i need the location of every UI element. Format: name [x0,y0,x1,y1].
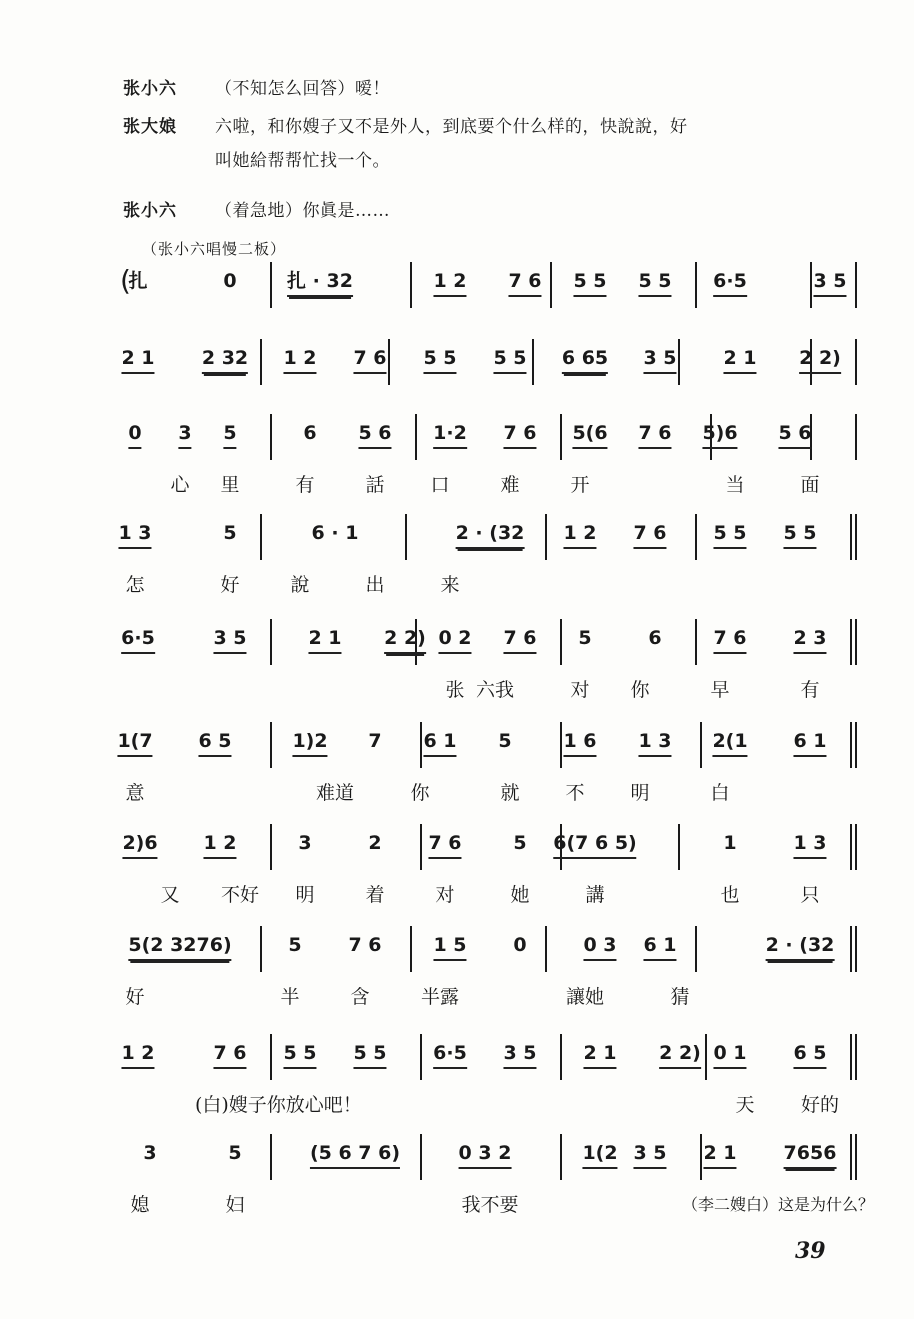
note-group: 6(7 6 5) [553,830,636,859]
note-group: 0 [513,934,527,956]
bar-line [420,1034,422,1080]
lyrics-line [120,1092,860,1122]
lyric-syllable: 我不要 [461,1194,519,1216]
bar-line [855,514,857,560]
lyrics-line [120,984,860,1014]
lyric-syllable: 天 [735,1094,755,1116]
bar-line [855,926,857,972]
speaker-name: 张小六 [123,201,177,221]
note-group: 5 6 [778,420,811,449]
note-group: 7656 [784,1140,837,1169]
bar-line [678,339,680,385]
note-group: 6 1 [643,932,676,961]
bar-line [420,1134,422,1180]
note-group: 5 [288,934,302,956]
note-group: 2 2) [799,345,841,374]
bar-line [270,619,272,665]
note-group: 5 5 [353,1040,386,1069]
note-group: 5 [223,522,237,544]
lyric-syllable: (白)嫂子你放心吧！ [194,1094,362,1116]
notation-line [120,345,860,385]
note-group: 2 1 [308,625,341,654]
lyric-syllable: 意 [125,782,145,804]
note-group: 扎 [128,270,148,292]
lyric-syllable: 妇 [225,1194,245,1216]
bar-line [855,824,857,870]
bar-line [695,262,697,308]
lyric-syllable: 有 [800,679,820,701]
bar-line [850,1134,852,1180]
repeat-bracket: ( [120,264,131,297]
note-group: 5 6 [358,420,391,449]
note-group: 7 [368,730,382,752]
lyric-syllable: 也 [720,884,740,906]
note-group: 1(7 [117,728,152,757]
note-group: 2)6 [122,830,157,859]
note-group: 6 5 [198,728,231,757]
note-group: 6·5 [713,268,747,297]
note-group: 1 [723,832,737,854]
note-group: 7 6 [713,625,746,654]
lyric-syllable: 好 [220,574,240,596]
note-group: 0 3 [583,932,616,961]
note-group: 3 5 [643,345,676,374]
note-group: 0 1 [713,1040,746,1069]
note-group: 6 5 [793,1040,826,1069]
note-group: 6 1 [793,728,826,757]
lyric-syllable: 里 [220,474,240,496]
note-group: 1 2 [283,345,316,374]
bar-line [388,339,390,385]
note-group: 1 2 [433,268,466,297]
note-group: 6 · 1 [311,522,359,544]
note-group: 5 [498,730,512,752]
notation-line [117,728,860,768]
note-group: 7 6 [348,934,382,956]
bar-line [545,926,547,972]
dialogue-line [123,146,863,176]
lyric-syllable: 出 [365,574,385,596]
bar-line [405,514,407,560]
note-group: 6 [648,627,662,649]
note-group: 2(1 [712,728,747,757]
note-group: 7 6 [503,420,536,449]
bar-line [420,824,422,870]
bar-line [532,339,534,385]
dialogue-line [123,74,863,104]
lyrics-line [120,780,860,810]
note-group: 3 [298,832,312,854]
bar-line [270,262,272,308]
lyric-syllable: 面 [800,474,820,496]
note-group: 2 1 [121,345,154,374]
bar-line [850,514,852,560]
note-group: 5 5 [423,345,456,374]
lyric-syllable: 开 [570,474,590,496]
bar-line [850,1034,852,1080]
bar-line [705,1034,707,1080]
note-group: 3 5 [503,1040,536,1069]
note-group: 7 6 [508,268,541,297]
bar-line [270,414,272,460]
bar-line [260,926,262,972]
lyric-syllable: 不 [565,782,585,804]
notation-line [120,420,860,460]
bar-line [855,1134,857,1180]
lyric-syllable: 当 [725,474,745,496]
note-group: 1 2 [563,520,596,549]
note-group: 5 5 [573,268,606,297]
note-group: 7 6 [638,420,671,449]
note-group: 6 [303,422,317,444]
lyric-syllable: 六我 [475,679,515,701]
dialogue-block [123,74,863,221]
lyric-syllable: 猜 [670,986,690,1008]
note-group: 2 32 [202,345,248,374]
lyric-syllable: 話 [365,474,385,496]
note-group: 5 [513,832,527,854]
lyric-syllable: 含 [350,986,370,1008]
note-group: 7 6 [503,625,536,654]
lyric-syllable: 講 [585,884,605,906]
bar-line [260,339,262,385]
lyrics-line [120,572,860,602]
bar-line [560,414,562,460]
lyric-syllable: 半露 [420,986,460,1008]
speech-text: （着急地）你眞是…… [215,201,390,221]
lyric-syllable: 难道 [315,782,355,804]
bar-line [855,262,857,308]
notation-line [120,1040,860,1080]
lyric-syllable: 你 [410,782,430,804]
bar-line [695,514,697,560]
bar-line [700,722,702,768]
speech-text: 叫她給帮帮忙找一个。 [215,151,390,171]
note-group: 1 3 [118,520,151,549]
note-group: 0 [223,270,237,292]
note-group: 5 5 [493,345,526,374]
lyric-syllable: 对 [435,884,455,906]
note-group: 5 [223,420,236,449]
lyric-syllable: 她 [510,884,530,906]
speech-text: 六啦，和你嫂子又不是外人，到底要个什么样的，快說說，好 [215,117,688,137]
bar-line [810,262,812,308]
note-group: 6 65 [562,345,608,374]
note-group: 3 5 [813,268,846,297]
lyric-syllable: 怎 [125,574,145,596]
lyric-syllable: 对 [570,679,590,701]
notation-line [120,932,860,972]
lyric-syllable: 就 [500,782,520,804]
note-group: (5 6 7 6) [310,1140,400,1169]
bar-line [270,1134,272,1180]
note-group: 0 2 [438,625,471,654]
note-group: 6·5 [433,1040,467,1069]
bar-line [678,824,680,870]
note-group: 1 3 [793,830,826,859]
bar-line [850,619,852,665]
bar-line [560,1034,562,1080]
note-group: 5 5 [638,268,671,297]
bar-line [420,722,422,768]
note-group: 2 · (32 [766,932,835,961]
lyric-syllable: 来 [440,574,460,596]
note-group: 7 6 [633,520,666,549]
note-group: 5 [578,627,592,649]
lyric-syllable: 白 [710,782,730,804]
note-group: 1 2 [121,1040,154,1069]
note-group: 5 5 [713,520,746,549]
notation-line [120,830,860,870]
note-group: 扎 · 32 [287,268,353,297]
lyric-syllable: 着 [365,884,385,906]
bar-line [700,1134,702,1180]
dialogue-line [123,112,863,142]
bar-line [560,722,562,768]
bar-line [855,619,857,665]
stage-direction: （张小六唱慢二板） [142,240,287,258]
note-group: 6·5 [121,625,155,654]
lyric-syllable: 早 [710,679,730,701]
lyric-syllable: 好 [125,986,145,1008]
bar-line [560,1134,562,1180]
lyrics-line [120,677,860,707]
lyric-syllable: 口 [430,474,450,496]
note-group: 1 5 [433,932,466,961]
note-group: 5(6 [572,420,607,449]
lyric-syllable: 半 [280,986,300,1008]
note-group: 3 [143,1142,157,1164]
lyrics-line [120,472,860,502]
lyric-syllable: 心 [170,474,190,496]
bar-line [270,824,272,870]
bar-line [270,1034,272,1080]
note-group: 2 2) [384,625,426,654]
note-group: 5)6 [702,420,737,449]
note-group: 5 [228,1142,242,1164]
lyric-syllable: 只 [800,884,820,906]
lyric-syllable: 媳 [130,1194,150,1216]
notation-line [120,1140,860,1180]
lyric-syllable: 讓她 [565,986,605,1008]
dialogue-line [123,196,863,226]
lyric-syllable: 张 [445,679,465,701]
note-group: 1 6 [563,728,596,757]
note-group: 0 [128,420,141,449]
note-group: 2 2) [659,1040,701,1069]
note-group: 2 1 [723,345,756,374]
bar-line [855,339,857,385]
bar-line [855,414,857,460]
notation-line [120,625,860,665]
note-group: 2 3 [793,625,826,654]
note-group: 2 · (32 [456,520,525,549]
bar-line [410,926,412,972]
lyric-syllable: 好的 [800,1094,840,1116]
bar-line [850,722,852,768]
bar-line [415,414,417,460]
note-group: 1(2 [582,1140,617,1169]
note-group: 3 5 [633,1140,666,1169]
bar-line [260,514,262,560]
note-group: 7 6 [213,1040,246,1069]
speech-text: （不知怎么回答）嗳！ [215,79,390,99]
speaker-name: 张小六 [123,79,177,99]
bar-line [550,262,552,308]
bar-line [560,619,562,665]
bar-line [270,722,272,768]
note-group: 1·2 [433,420,467,449]
note-group: 1 2 [203,830,236,859]
lyrics-line [120,882,860,912]
lyric-syllable: 不好 [220,884,260,906]
note-group: 5(2 3276) [128,932,231,961]
notation-line [120,520,860,560]
bar-line [850,926,852,972]
bar-line [850,824,852,870]
note-group: 1 3 [638,728,671,757]
note-group: 6 1 [423,728,456,757]
lyric-syllable: 难 [500,474,520,496]
note-group: 7 6 [428,830,461,859]
lyric-syllable: 你 [630,679,650,701]
note-group: 5 5 [783,520,816,549]
note-group: 2 1 [583,1040,616,1069]
lyric-syllable: 又 [160,884,180,906]
bar-line [855,722,857,768]
note-group: 7 6 [353,345,386,374]
bar-line [545,514,547,560]
note-group: 2 [368,832,382,854]
bar-line [695,619,697,665]
notation-line [120,264,860,308]
lyric-syllable: 說 [290,574,310,596]
note-group: 3 [178,420,191,449]
bar-line [855,1034,857,1080]
speaker-name: 张大娘 [123,117,177,137]
lyric-syllable: 明 [295,884,315,906]
note-group: 3 5 [213,625,246,654]
note-group: 0 3 2 [459,1140,512,1169]
lyric-syllable: （李二嫂白）这是为什么？ [681,1195,875,1214]
lyric-syllable: 明 [630,782,650,804]
note-group: 1)2 [292,728,327,757]
note-group: 5 5 [283,1040,316,1069]
page-number: 39 [795,1238,826,1264]
lyrics-line [120,1192,875,1222]
note-group: 2 1 [703,1140,736,1169]
bar-line [410,262,412,308]
bar-line [695,926,697,972]
lyric-syllable: 有 [295,474,315,496]
